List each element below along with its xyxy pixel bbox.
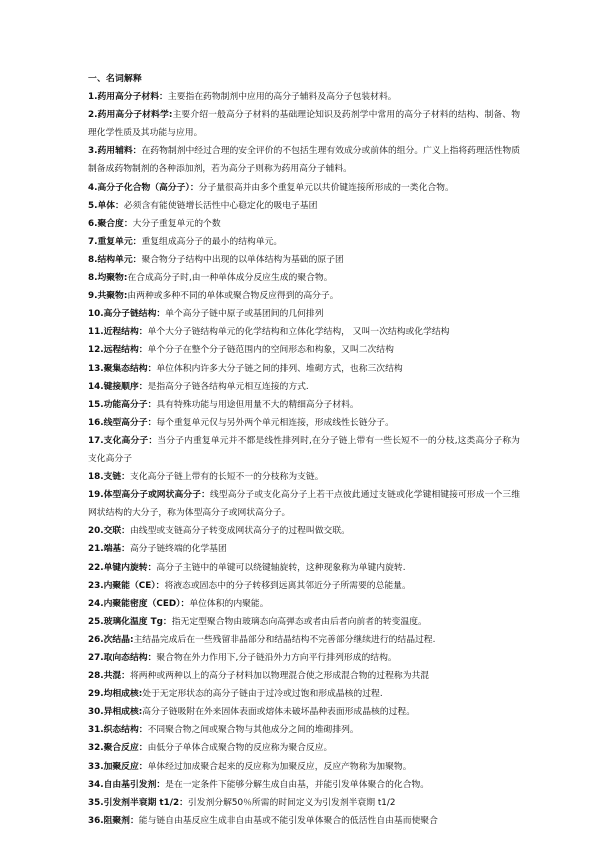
term-head: 21.端基：: [88, 544, 130, 555]
term-definition: 每个重复单元仅与另外两个单元相连接，形成线性长链分子。: [156, 417, 394, 428]
term-head: 27.取向态结构：: [88, 653, 157, 663]
term-entry: [88, 251, 520, 269]
term-entry: [88, 649, 520, 667]
term-head: 19.体型高分子或网状高分子：: [88, 490, 210, 501]
term-definition: 能与链自由基反应生成非自由基或不能引发单体聚合的低活性自由基而使聚合: [138, 815, 438, 826]
term-head: 35.引发剂半衰期 t1/2：: [88, 797, 188, 808]
term-definition: 高分子链吸附在外来固体表面或熔体未破坏晶种表面形成晶核的过程。: [142, 707, 416, 718]
term-entry: [88, 414, 520, 432]
term-definition: 主要介绍一般高分子材料的基础理论知识及药剂学中常用的高分子材料的结构、制备、物理化学性质及其功能与应用。: [88, 110, 520, 139]
term-head: 8.结构单元：: [88, 254, 142, 265]
term-definition: 单体经过加成聚合起来的反应称为加聚反应，反应产物称为加聚物。: [147, 761, 412, 772]
term-definition: 聚合物分子结构中出现的以单体结构为基础的原子团: [141, 254, 344, 265]
term-entry: [88, 685, 520, 703]
term-entry: [88, 812, 520, 830]
term-entry: [88, 305, 520, 323]
term-definition: 单位体积的内聚能。: [189, 598, 269, 609]
term-definition: 指无定型聚合物由玻璃态向高弹态或者由后者向前者的转变温度。: [171, 616, 427, 627]
term-definition: 单个高分子链中原子或基团间的几何排列: [165, 309, 324, 320]
term-definition: 将液态或固态中的分子转移到远离其邻近分子所需要的总能量。: [164, 580, 411, 591]
term-entry: [88, 341, 520, 359]
term-head: 8.均聚物:: [88, 273, 128, 284]
term-entry: [88, 269, 520, 287]
term-definition: 高分子链终端的化学基团: [129, 544, 227, 555]
term-head: 16.线型高分子：: [88, 417, 157, 428]
term-head: 7.重复单元：: [88, 236, 142, 247]
term-definition: 引发剂分解50％所需的时间定义为引发剂半衰期 t1/2: [187, 797, 396, 808]
term-entry: [88, 559, 520, 577]
term-head: 6.聚合度：: [88, 218, 133, 229]
term-entry: [88, 667, 520, 685]
term-head: 10.高分子链结构：: [88, 309, 166, 320]
term-definition: 聚合物在外力作用下,分子链沿外力方向平行排列形成的结构。: [156, 653, 397, 663]
term-entry: [88, 88, 520, 106]
term-definition: 分子量很高并由多个重复单元以共价键连接所形成的一类化合物。: [198, 182, 454, 193]
term-entry: [88, 776, 520, 794]
term-head: 24.内聚能密度（CED）：: [88, 598, 190, 609]
term-definition: 将两种或两种以上的高分子材料加以物理混合使之形成混合物的过程称为共混: [129, 671, 430, 682]
term-entry: [88, 396, 520, 414]
term-definition: 当分子内重复单元并不都是线性排列时,在分子链上带有一些长短不一的分枝,这类高分子称为支化高分子: [88, 435, 520, 464]
term-entry: [88, 142, 520, 178]
term-entry: [88, 595, 520, 613]
term-definition: 重复组成高分子的最小的结构单元。: [141, 236, 283, 247]
term-definition: 高分子主链中的单键可以绕键轴旋转，这种现象称为单键内旋转.: [156, 562, 406, 573]
term-head: 5.单体：: [88, 200, 124, 211]
term-entry: [88, 739, 520, 757]
term-head: 28.共混：: [88, 671, 130, 682]
term-entry: [88, 540, 520, 558]
term-definition: 大分子重复单元的个数: [132, 218, 221, 229]
term-definition: 单个大分子链结构单元的化学结构和立体化学结构， 又叫一次结构或化学结构: [147, 327, 450, 338]
document-page: [88, 70, 520, 830]
section-title: 一、名词解释: [88, 74, 142, 84]
term-head: 34.自由基引发剂：: [88, 779, 166, 790]
term-head: 18.支链：: [88, 472, 130, 483]
term-head: 4.高分子化合物（高分子）：: [88, 182, 199, 193]
term-head: 22.单键内旋转：: [88, 562, 157, 573]
term-entry: [88, 378, 520, 396]
term-head: 36.阻聚剂：: [88, 815, 139, 826]
term-definition: 单个分子在整个分子链范围内的空间形态和构象，又叫二次结构: [147, 345, 394, 356]
term-definition: 必须含有能使链增长活性中心稳定化的吸电子基团: [123, 200, 318, 211]
term-definition: 由线型或支链高分子转变成网状高分子的过程叫做交联。: [129, 526, 350, 537]
term-entry: [88, 360, 520, 378]
term-definition: 主要指在药物制剂中应用的高分子辅料及高分子包装材料。: [167, 92, 397, 103]
term-entry: [88, 522, 520, 540]
term-head: 17.支化高分子：: [88, 435, 158, 446]
term-entry: [88, 287, 520, 305]
term-definition: 处于无定形状态的高分子链由于过冷或过饱和形成晶核的过程.: [142, 689, 383, 700]
term-head: 20.交联：: [88, 526, 130, 537]
term-definition: 由两种或多种不同的单体或聚合物反应得到的高分子。: [127, 291, 339, 302]
term-entry: [88, 106, 520, 142]
term-list: [88, 88, 520, 830]
term-head: 29.均相成核:: [88, 689, 143, 700]
term-entry: [88, 758, 520, 776]
term-head: 9.共聚物:: [88, 291, 128, 302]
term-definition: 是在一定条件下能够分解生成自由基，并能引发单体聚合的化合物。: [165, 779, 430, 790]
term-head: 3.药用辅料：: [88, 146, 142, 157]
term-definition: 支化高分子链上带有的长短不一的分枝称为支链。: [129, 472, 324, 483]
term-entry: [88, 179, 520, 197]
term-entry: [88, 613, 520, 631]
term-entry: [88, 432, 520, 468]
term-entry: [88, 468, 520, 486]
term-head: 15.功能高分子：: [88, 399, 157, 410]
term-entry: [88, 486, 520, 522]
term-definition: 在合成高分子时,由一种单体成分反应生成的聚合物。: [127, 273, 333, 284]
term-entry: [88, 631, 520, 649]
term-head: 30.异相成核:: [88, 707, 143, 718]
term-entry: [88, 197, 520, 215]
term-definition: 由低分子单体合成聚合物的反应称为聚合反应。: [147, 743, 333, 754]
term-head: 13.聚集态结构：: [88, 363, 157, 374]
term-entry: [88, 233, 520, 251]
term-entry: [88, 721, 520, 739]
term-head: 2.药用高分子材料学:: [88, 110, 173, 121]
term-head: 12.远程结构：: [88, 345, 148, 356]
term-definition: 单位体积内许多大分子链之间的排列、堆砌方式，也称三次结构: [156, 363, 403, 374]
term-entry: [88, 794, 520, 812]
term-definition: 线型高分子或支化高分子上若干点彼此通过支链或化学键相键接可形成一个三维网状结构的大分子，称为体型高分子或网状高分子。: [88, 490, 520, 519]
term-definition: 主结晶完成后在一些残留非晶部分和结晶结构不完善部分继续进行的结晶过程.: [133, 634, 436, 645]
term-head: 26.次结晶:: [88, 634, 134, 645]
term-head: 23.内聚能（CE）：: [88, 580, 165, 591]
term-entry: [88, 323, 520, 341]
term-entry: [88, 703, 520, 721]
term-definition: 在药物制剂中经过合理的安全评价的不包括生理有效成分或前体的组分。广义上指将药理活性物质制备成药物制剂的各种添加剂，若为高分子则称为药用高分子辅料。: [88, 146, 520, 175]
term-head: 25.玻璃化温度 Tg：: [88, 616, 172, 627]
term-entry: [88, 215, 520, 233]
term-definition: 具有特殊功能与用途但用量不大的精细高分子材料。: [156, 399, 359, 410]
term-head: 33.加聚反应：: [88, 761, 148, 772]
term-head: 1.药用高分子材料：: [88, 92, 168, 103]
term-head: 31.织态结构：: [88, 725, 148, 736]
term-entry: [88, 577, 520, 595]
term-definition: 不同聚合物之间或聚合物与其他成分之间的堆砌排列。: [147, 725, 359, 736]
term-head: 14.键接顺序：: [88, 381, 148, 392]
term-definition: 是指高分子链各结构单元相互连接的方式.: [147, 381, 309, 392]
term-head: 32.聚合反应：: [88, 743, 148, 754]
term-head: 11.近程结构：: [88, 327, 148, 338]
